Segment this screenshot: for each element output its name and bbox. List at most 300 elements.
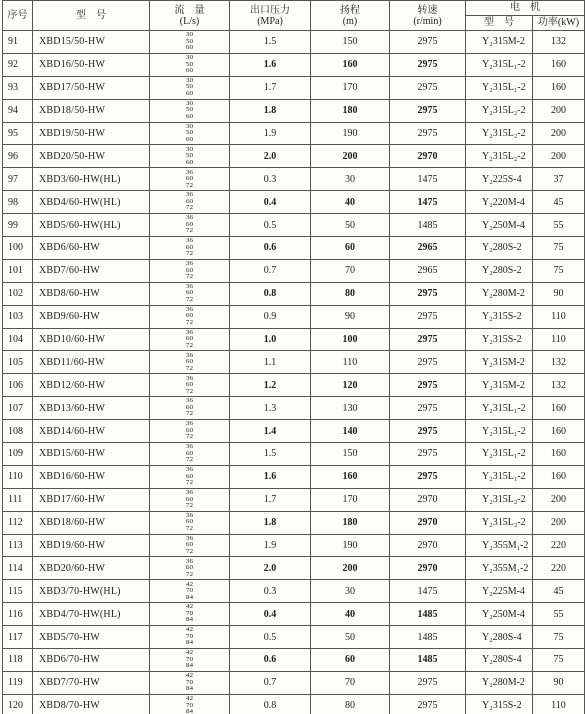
flow-value: 70	[185, 632, 194, 640]
motor-cell: Y₂315M-2	[466, 31, 533, 54]
model-cell: XBD6/70-HW	[33, 649, 150, 672]
flow-value: 60	[185, 472, 194, 480]
flow-value: 36	[185, 397, 194, 405]
speed-cell: 2975	[390, 282, 466, 305]
motor-cell: Y₂280S-4	[466, 626, 533, 649]
flow-value: 60	[185, 495, 194, 503]
head-cell: 100	[311, 328, 390, 351]
table-row	[3, 99, 585, 122]
power-cell: 220	[533, 534, 585, 557]
flow-value: 30	[185, 145, 194, 153]
motor-cell: Y₂280M-2	[466, 671, 533, 694]
flow-cell	[150, 488, 230, 511]
header-flow	[150, 1, 230, 31]
flow-value: 36	[185, 443, 194, 451]
speed-cell: 2970	[390, 488, 466, 511]
model-cell: XBD9/60-HW	[33, 305, 150, 328]
pressure-cell: 0.8	[230, 282, 311, 305]
pressure-cell: 1.3	[230, 397, 311, 420]
flow-value: 36	[185, 168, 194, 176]
seq-cell: 111	[3, 488, 33, 511]
speed-cell: 1485	[390, 649, 466, 672]
table-row	[3, 443, 585, 466]
model-cell: XBD18/60-HW	[33, 511, 150, 534]
pressure-cell: 0.7	[230, 259, 311, 282]
pressure-cell: 1.9	[230, 534, 311, 557]
speed-cell: 2975	[390, 374, 466, 397]
header-motor-power: 功率(kW)	[533, 16, 585, 31]
flow-cell	[150, 214, 230, 237]
header-speed	[390, 1, 466, 31]
flow-value: 70	[185, 587, 194, 595]
motor-cell: Y₂225S-4	[466, 168, 533, 191]
flow-value: 60	[185, 541, 194, 549]
flow-value: 60	[185, 158, 194, 166]
model-cell: XBD19/60-HW	[33, 534, 150, 557]
flow-cell	[150, 443, 230, 466]
seq-cell: 115	[3, 580, 33, 603]
speed-cell: 2970	[390, 511, 466, 534]
header-head-label: 扬程	[340, 4, 360, 16]
table-row	[3, 397, 585, 420]
table-row	[3, 649, 585, 672]
motor-cell: Y₂250M-4	[466, 214, 533, 237]
power-cell: 75	[533, 649, 585, 672]
power-cell: 160	[533, 76, 585, 99]
header-pressure-unit: (MPa)	[257, 15, 283, 27]
seq-cell: 110	[3, 465, 33, 488]
pressure-cell: 1.8	[230, 99, 311, 122]
power-cell: 55	[533, 603, 585, 626]
head-cell: 50	[311, 214, 390, 237]
header-pressure	[230, 1, 311, 31]
pressure-cell: 0.9	[230, 305, 311, 328]
head-cell: 30	[311, 580, 390, 603]
table-row	[3, 31, 585, 54]
table-row	[3, 694, 585, 714]
flow-cell	[150, 671, 230, 694]
head-cell: 60	[311, 237, 390, 260]
table-row	[3, 671, 585, 694]
table-row	[3, 145, 585, 168]
table-row	[3, 237, 585, 260]
motor-cell: Y₂280M-2	[466, 282, 533, 305]
seq-cell: 112	[3, 511, 33, 534]
power-cell: 160	[533, 397, 585, 420]
power-cell: 200	[533, 488, 585, 511]
table-row	[3, 122, 585, 145]
seq-cell: 97	[3, 168, 33, 191]
seq-cell: 108	[3, 420, 33, 443]
speed-cell: 2965	[390, 237, 466, 260]
speed-cell: 2975	[390, 99, 466, 122]
power-cell: 200	[533, 511, 585, 534]
model-cell: XBD16/60-HW	[33, 465, 150, 488]
speed-cell: 2975	[390, 328, 466, 351]
speed-cell: 2970	[390, 145, 466, 168]
speed-cell: 2975	[390, 76, 466, 99]
flow-value: 60	[185, 112, 194, 120]
motor-cell: Y₂315S-2	[466, 305, 533, 328]
header-speed-label: 转速	[417, 4, 438, 16]
flow-value: 72	[185, 387, 194, 395]
flow-value: 36	[185, 191, 194, 199]
flow-value: 60	[185, 358, 194, 366]
flow-value: 42	[185, 672, 194, 680]
speed-cell: 2975	[390, 671, 466, 694]
flow-value: 50	[185, 83, 194, 91]
flow-value: 30	[185, 76, 194, 84]
speed-cell: 2965	[390, 259, 466, 282]
flow-value: 72	[185, 433, 194, 441]
flow-value: 70	[185, 609, 194, 617]
flow-value: 72	[185, 181, 194, 189]
flow-value: 60	[185, 220, 194, 228]
flow-cell	[150, 122, 230, 145]
seq-cell: 99	[3, 214, 33, 237]
flow-cell	[150, 603, 230, 626]
flow-value: 30	[185, 122, 194, 130]
head-cell: 130	[311, 397, 390, 420]
seq-cell: 100	[3, 237, 33, 260]
table-row	[3, 214, 585, 237]
flow-value: 70	[185, 655, 194, 663]
flow-cell	[150, 465, 230, 488]
flow-value: 84	[185, 639, 194, 647]
seq-cell: 92	[3, 53, 33, 76]
flow-value: 50	[185, 129, 194, 137]
flow-value: 60	[185, 67, 194, 75]
motor-cell: Y₂315L₁-2	[466, 397, 533, 420]
flow-cell	[150, 76, 230, 99]
power-cell: 110	[533, 305, 585, 328]
speed-cell: 2975	[390, 397, 466, 420]
table-row	[3, 626, 585, 649]
model-cell: XBD15/60-HW	[33, 443, 150, 466]
model-cell: XBD20/50-HW	[33, 145, 150, 168]
flow-value: 36	[185, 214, 194, 222]
seq-cell: 120	[3, 694, 33, 714]
table-row	[3, 168, 585, 191]
model-cell: XBD8/70-HW	[33, 694, 150, 714]
pressure-cell: 1.1	[230, 351, 311, 374]
power-cell: 132	[533, 31, 585, 54]
flow-cell	[150, 374, 230, 397]
model-cell: XBD16/50-HW	[33, 53, 150, 76]
seq-cell: 104	[3, 328, 33, 351]
flow-value: 84	[185, 708, 194, 714]
seq-cell: 105	[3, 351, 33, 374]
flow-value: 84	[185, 616, 194, 624]
model-cell: XBD17/60-HW	[33, 488, 150, 511]
power-cell: 132	[533, 374, 585, 397]
power-cell: 220	[533, 557, 585, 580]
table-row	[3, 580, 585, 603]
model-cell: XBD18/50-HW	[33, 99, 150, 122]
pressure-cell: 0.3	[230, 580, 311, 603]
model-cell: XBD3/60-HW(HL)	[33, 168, 150, 191]
flow-value: 30	[185, 99, 194, 107]
header-speed-unit: (r/min)	[413, 15, 442, 27]
power-cell: 37	[533, 168, 585, 191]
flow-value: 72	[185, 524, 194, 532]
head-cell: 200	[311, 145, 390, 168]
motor-cell: Y₂315L₁-2	[466, 465, 533, 488]
head-cell: 60	[311, 649, 390, 672]
head-cell: 50	[311, 626, 390, 649]
flow-value: 70	[185, 701, 194, 709]
motor-cell: Y₂315L₁-2	[466, 443, 533, 466]
table-body	[3, 31, 585, 714]
flow-value: 72	[185, 318, 194, 326]
flow-value: 36	[185, 420, 194, 428]
flow-value: 42	[185, 695, 194, 703]
header-seq: 序号	[3, 1, 33, 31]
model-cell: XBD8/60-HW	[33, 282, 150, 305]
flow-cell	[150, 53, 230, 76]
speed-cell: 2975	[390, 122, 466, 145]
pressure-cell: 0.6	[230, 237, 311, 260]
table-row	[3, 305, 585, 328]
motor-cell: Y₂315M-2	[466, 374, 533, 397]
power-cell: 200	[533, 99, 585, 122]
head-cell: 180	[311, 99, 390, 122]
flow-value: 30	[185, 54, 194, 62]
flow-value: 60	[185, 89, 194, 97]
flow-cell	[150, 557, 230, 580]
power-cell: 200	[533, 145, 585, 168]
flow-value: 36	[185, 534, 194, 542]
flow-value: 72	[185, 502, 194, 509]
seq-cell: 98	[3, 191, 33, 214]
seq-cell: 101	[3, 259, 33, 282]
motor-cell: Y₂225M-4	[466, 580, 533, 603]
flow-value: 36	[185, 466, 194, 474]
table-header	[3, 1, 585, 31]
model-cell: XBD4/60-HW(HL)	[33, 191, 150, 214]
flow-value: 36	[185, 511, 194, 519]
flow-value: 60	[185, 175, 194, 183]
flow-value: 72	[185, 570, 194, 578]
flow-cell	[150, 191, 230, 214]
head-cell: 160	[311, 465, 390, 488]
seq-cell: 106	[3, 374, 33, 397]
power-cell: 55	[533, 214, 585, 237]
header-motor-model: 型 号	[466, 16, 533, 31]
flow-cell	[150, 694, 230, 714]
seq-cell: 109	[3, 443, 33, 466]
power-cell: 160	[533, 420, 585, 443]
flow-cell	[150, 31, 230, 54]
model-cell: XBD20/60-HW	[33, 557, 150, 580]
model-cell: XBD12/60-HW	[33, 374, 150, 397]
flow-value: 72	[185, 295, 194, 303]
flow-value: 30	[185, 31, 194, 39]
flow-value: 50	[185, 152, 194, 160]
seq-cell: 107	[3, 397, 33, 420]
head-cell: 190	[311, 122, 390, 145]
flow-cell	[150, 328, 230, 351]
power-cell: 90	[533, 282, 585, 305]
head-cell: 30	[311, 168, 390, 191]
table-row	[3, 351, 585, 374]
head-cell: 170	[311, 488, 390, 511]
table-row	[3, 557, 585, 580]
motor-cell: Y₂315S-2	[466, 328, 533, 351]
flow-value: 36	[185, 237, 194, 245]
flow-value: 60	[185, 289, 194, 297]
pressure-cell: 1.7	[230, 76, 311, 99]
pressure-cell: 1.2	[230, 374, 311, 397]
flow-value: 60	[185, 381, 194, 389]
seq-cell: 113	[3, 534, 33, 557]
pressure-cell: 1.0	[230, 328, 311, 351]
model-cell: XBD14/60-HW	[33, 420, 150, 443]
motor-cell: Y₂315L₂-2	[466, 488, 533, 511]
flow-value: 36	[185, 557, 194, 565]
seq-cell: 91	[3, 31, 33, 54]
motor-cell: Y₂355M₁-2	[466, 557, 533, 580]
speed-cell: 1475	[390, 580, 466, 603]
table-row	[3, 76, 585, 99]
flow-value: 60	[185, 197, 194, 205]
power-cell: 75	[533, 259, 585, 282]
speed-cell: 2975	[390, 351, 466, 374]
flow-value: 72	[185, 364, 194, 372]
power-cell: 110	[533, 328, 585, 351]
model-cell: XBD17/50-HW	[33, 76, 150, 99]
seq-cell: 95	[3, 122, 33, 145]
flow-value: 72	[185, 250, 194, 258]
flow-value: 72	[185, 479, 194, 487]
header-flow-label: 流 量	[174, 4, 205, 16]
flow-value: 72	[185, 456, 194, 464]
motor-cell: Y₂315L₁-2	[466, 420, 533, 443]
flow-value: 42	[185, 580, 194, 588]
power-cell: 160	[533, 53, 585, 76]
table-row	[3, 534, 585, 557]
flow-value: 36	[185, 351, 194, 359]
model-cell: XBD10/60-HW	[33, 328, 150, 351]
flow-value: 50	[185, 106, 194, 114]
table-row	[3, 53, 585, 76]
flow-value: 84	[185, 593, 194, 601]
power-cell: 110	[533, 694, 585, 714]
head-cell: 160	[311, 53, 390, 76]
head-cell: 40	[311, 603, 390, 626]
pressure-cell: 0.4	[230, 191, 311, 214]
flow-value: 50	[185, 60, 194, 68]
flow-cell	[150, 168, 230, 191]
flow-cell	[150, 649, 230, 672]
head-cell: 120	[311, 374, 390, 397]
flow-value: 60	[185, 518, 194, 526]
model-cell: XBD5/70-HW	[33, 626, 150, 649]
header-model: 型 号	[33, 1, 150, 31]
head-cell: 150	[311, 31, 390, 54]
flow-value: 60	[185, 243, 194, 251]
power-cell: 90	[533, 671, 585, 694]
flow-value: 72	[185, 547, 194, 555]
pressure-cell: 1.6	[230, 465, 311, 488]
table-row	[3, 488, 585, 511]
flow-value: 60	[185, 266, 194, 274]
flow-value: 36	[185, 374, 194, 382]
model-cell: XBD11/60-HW	[33, 351, 150, 374]
power-cell: 132	[533, 351, 585, 374]
head-cell: 200	[311, 557, 390, 580]
flow-value: 36	[185, 282, 194, 290]
pump-spec-table	[2, 0, 585, 714]
flow-value: 60	[185, 449, 194, 457]
speed-cell: 1485	[390, 214, 466, 237]
flow-cell	[150, 534, 230, 557]
flow-cell	[150, 99, 230, 122]
pressure-cell: 1.5	[230, 31, 311, 54]
flow-value: 72	[185, 227, 194, 235]
pressure-cell: 1.6	[230, 53, 311, 76]
power-cell: 160	[533, 443, 585, 466]
seq-cell: 119	[3, 671, 33, 694]
seq-cell: 94	[3, 99, 33, 122]
speed-cell: 2975	[390, 305, 466, 328]
flow-cell	[150, 420, 230, 443]
pressure-cell: 0.8	[230, 694, 311, 714]
model-cell: XBD6/60-HW	[33, 237, 150, 260]
flow-cell	[150, 397, 230, 420]
head-cell: 80	[311, 694, 390, 714]
flow-cell	[150, 511, 230, 534]
model-cell: XBD5/60-HW(HL)	[33, 214, 150, 237]
flow-cell	[150, 237, 230, 260]
motor-cell: Y₂315L₁-2	[466, 53, 533, 76]
motor-cell: Y₂315L₂-2	[466, 99, 533, 122]
motor-cell: Y₂315S-2	[466, 694, 533, 714]
table-row	[3, 374, 585, 397]
seq-cell: 102	[3, 282, 33, 305]
table-row	[3, 328, 585, 351]
flow-value: 60	[185, 335, 194, 343]
motor-cell: Y₂250M-4	[466, 603, 533, 626]
speed-cell: 1475	[390, 191, 466, 214]
head-cell: 70	[311, 259, 390, 282]
motor-cell: Y₂315L₂-2	[466, 145, 533, 168]
seq-cell: 116	[3, 603, 33, 626]
pressure-cell: 0.7	[230, 671, 311, 694]
flow-value: 60	[185, 312, 194, 320]
flow-cell	[150, 305, 230, 328]
head-cell: 110	[311, 351, 390, 374]
pressure-cell: 2.0	[230, 557, 311, 580]
flow-value: 72	[185, 273, 194, 281]
flow-value: 36	[185, 328, 194, 336]
table-row	[3, 191, 585, 214]
motor-cell: Y₂355M₁-2	[466, 534, 533, 557]
header-motor: 电 机	[466, 1, 585, 16]
power-cell: 45	[533, 191, 585, 214]
flow-value: 42	[185, 649, 194, 657]
pressure-cell: 0.5	[230, 626, 311, 649]
flow-cell	[150, 580, 230, 603]
head-cell: 150	[311, 443, 390, 466]
table-row	[3, 511, 585, 534]
pressure-cell: 0.5	[230, 214, 311, 237]
header-head-unit: (m)	[342, 15, 358, 27]
speed-cell: 2975	[390, 443, 466, 466]
seq-cell: 118	[3, 649, 33, 672]
flow-cell	[150, 351, 230, 374]
seq-cell: 93	[3, 76, 33, 99]
